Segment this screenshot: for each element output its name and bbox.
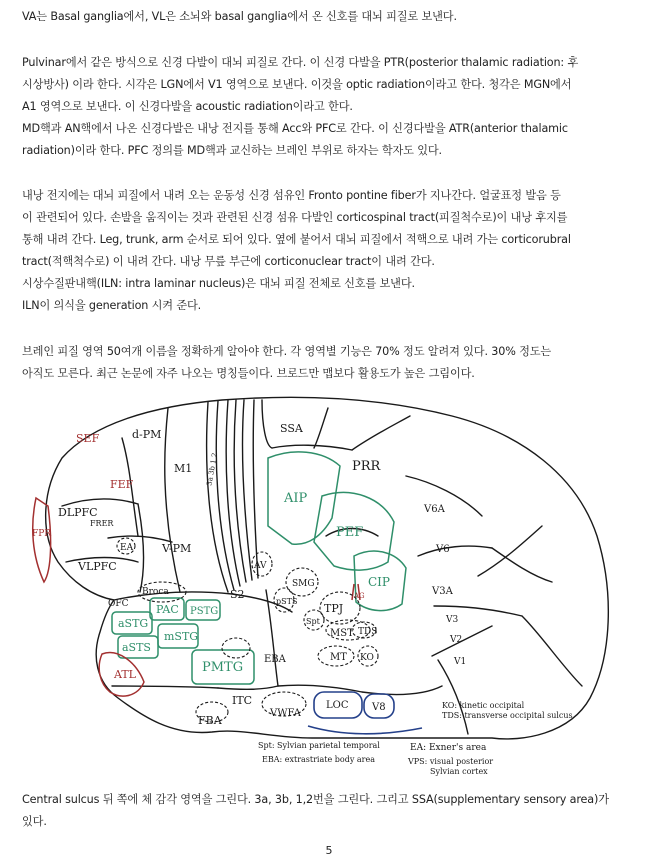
legend-vps2: Sylvian cortex bbox=[430, 767, 488, 776]
label-asts: aSTS bbox=[122, 641, 151, 654]
paragraph-internal-capsule bbox=[22, 185, 646, 317]
central-sulcus bbox=[207, 402, 228, 592]
text-line: 이 관련되어 있다. 손발을 움직이는 것과 관련된 신경 섬유 다발인 corticospinal tract(피질척수로)이 내낭 후지를 bbox=[22, 211, 568, 224]
text-line: 아직도 모른다. 최근 논문에 자주 나오는 명칭들이다. 브로드만 맵보다 활용도가 높은 그림이다. bbox=[22, 367, 475, 380]
text-line: Pulvinar에서 같은 방식으로 신경 다발이 대뇌 피질로 간다. 이 신경 다발을 PTR(posterior thalamic radiation: 후 bbox=[22, 56, 579, 69]
label-ko: KO bbox=[360, 653, 374, 663]
text-line: radiation)이라 한다. PFC 정의를 MD핵과 교신하는 브레인 부위로 하자는 학자도 있다. bbox=[22, 144, 442, 157]
label-vpm: V-PM bbox=[162, 542, 192, 555]
label-prr: PRR bbox=[352, 459, 381, 474]
paragraph-va-vl bbox=[22, 6, 646, 28]
legend-ea: EA: Exner's area bbox=[410, 743, 487, 753]
label-tpj: TPJ bbox=[324, 602, 344, 615]
legend-ko: KO: kinetic occipital bbox=[442, 701, 525, 710]
label-eba: EBA bbox=[264, 654, 286, 665]
legend-tds: TDS: transverse occipital sulcus bbox=[442, 711, 573, 720]
label-v6: V6 bbox=[436, 544, 450, 555]
paragraph-cortex-areas bbox=[22, 341, 646, 385]
label-pmtg: PMTG bbox=[202, 660, 244, 675]
label-pef: PEF bbox=[336, 525, 364, 540]
text-line: ILN이 의식을 generation 시켜 준다. bbox=[22, 299, 202, 312]
label-loc: LOC bbox=[326, 700, 349, 711]
label-spt: Spt bbox=[306, 617, 320, 626]
label-m1: M1 bbox=[174, 462, 193, 475]
label-fef: FEF bbox=[110, 478, 134, 491]
label-dpm: d-PM bbox=[132, 428, 162, 441]
text-line: A1 영역으로 보낸다. 이 신경다발을 acoustic radiation이라고 한다. bbox=[22, 100, 353, 113]
label-dlpfc: DLPFC bbox=[58, 506, 98, 519]
label-mstg: mSTG bbox=[164, 630, 199, 643]
text-line: Central sulcus 뒤 쪽에 체 감각 영역을 그린다. 3a, 3b, 1,2번을 그린다. 그리고 SSA(supplementary sensory area)가 bbox=[22, 793, 609, 806]
label-mst: MST bbox=[330, 628, 354, 639]
text-line: 통해 내려 간다. Leg, trunk, arm 순서로 되어 있다. 옆에 붙어서 대뇌 피질에서 적핵으로 내려 가는 corticorubral bbox=[22, 233, 571, 246]
label-tds: TDS bbox=[358, 627, 378, 637]
paragraph-pulvinar bbox=[22, 52, 646, 162]
legend-vps: VPS: visual posterior bbox=[408, 757, 494, 766]
label-ofc: OFC bbox=[108, 599, 129, 609]
label-ea: EA bbox=[120, 543, 134, 553]
legend-eba: EBA: extrastriate body area bbox=[262, 755, 375, 764]
brain-map-figure bbox=[22, 386, 638, 784]
label-aip: AIP bbox=[284, 491, 308, 506]
label-v8: V8 bbox=[372, 702, 386, 713]
brain-map-drawing bbox=[22, 386, 638, 784]
label-s2: S2 bbox=[230, 588, 245, 601]
text-line: 시상방사) 이라 한다. 시각은 LGN에서 V1 영역으로 보낸다. 이것을 optic radiation이라고 한다. 청각은 MGN에서 bbox=[22, 78, 572, 91]
label-ssa: SSA bbox=[280, 422, 303, 435]
text-line: 내낭 전지에는 대뇌 피질에서 내려 오는 운동성 신경 섬유인 Fronto pontine fiber가 지나간다. 얼굴표정 발음 등 bbox=[22, 189, 561, 202]
label-frer: FRER bbox=[90, 519, 114, 528]
label-astg: aSTG bbox=[118, 617, 149, 630]
label-psts: pSTS bbox=[276, 597, 298, 606]
label-cip: CIP bbox=[368, 575, 390, 589]
label-v2: V2 bbox=[450, 635, 463, 645]
label-vwfa: VWFA bbox=[270, 708, 301, 719]
text-line: VA는 Basal ganglia에서, VL은 소뇌와 basal ganglia에서 온 신호를 대뇌 피질로 보낸다. bbox=[22, 10, 457, 23]
label-mt: MT bbox=[330, 652, 347, 663]
label-vlpfc: VLPFC bbox=[78, 560, 117, 573]
text-line: 브레인 피질 영역 50여개 이름을 정확하게 알아야 한다. 각 영역별 기능은 70% 정도 알려져 있다. 30% 정도는 bbox=[22, 345, 552, 358]
label-itc: ITC bbox=[232, 694, 253, 707]
legend-spt: Spt: Sylvian parietal temporal bbox=[258, 741, 380, 750]
label-fba: FBA bbox=[198, 714, 222, 727]
text-line: tract(적핵척수로) 이 내려 간다. 내낭 무릎 부근에 corticonuclear tract이 내려 간다. bbox=[22, 255, 435, 268]
text-line: MD핵과 AN핵에서 나온 신경다발은 내낭 전지를 통해 Acc와 PFC로 간다. 이 신경다발을 ATR(anterior thalamic bbox=[22, 122, 568, 135]
text-line: 시상수질판내핵(ILN: intra laminar nucleus)은 대뇌 피질 전체로 신호를 보낸다. bbox=[22, 277, 415, 290]
label-pstg: PSTG bbox=[190, 606, 219, 617]
label-v3: V3 bbox=[446, 615, 459, 625]
label-v1: V1 bbox=[454, 657, 467, 667]
label-pac: PAC bbox=[156, 603, 179, 616]
text-line: 있다. bbox=[22, 815, 47, 828]
label-smg: SMG bbox=[292, 579, 315, 589]
paragraph-central-sulcus bbox=[22, 789, 646, 833]
label-av: AV bbox=[254, 561, 267, 571]
label-v6a: V6A bbox=[424, 504, 445, 515]
brain-outline bbox=[46, 397, 609, 739]
label-broca: Broca bbox=[142, 587, 169, 597]
label-atl: ATL bbox=[114, 668, 136, 681]
label-ang: AG bbox=[354, 592, 365, 600]
label-sef: SEF bbox=[76, 432, 100, 445]
label-fpr: FPR bbox=[32, 529, 52, 539]
page-number: 5 bbox=[325, 844, 333, 857]
label-s1: 3a 3b 1 2 bbox=[205, 452, 220, 487]
label-v3a: V3A bbox=[432, 586, 453, 597]
